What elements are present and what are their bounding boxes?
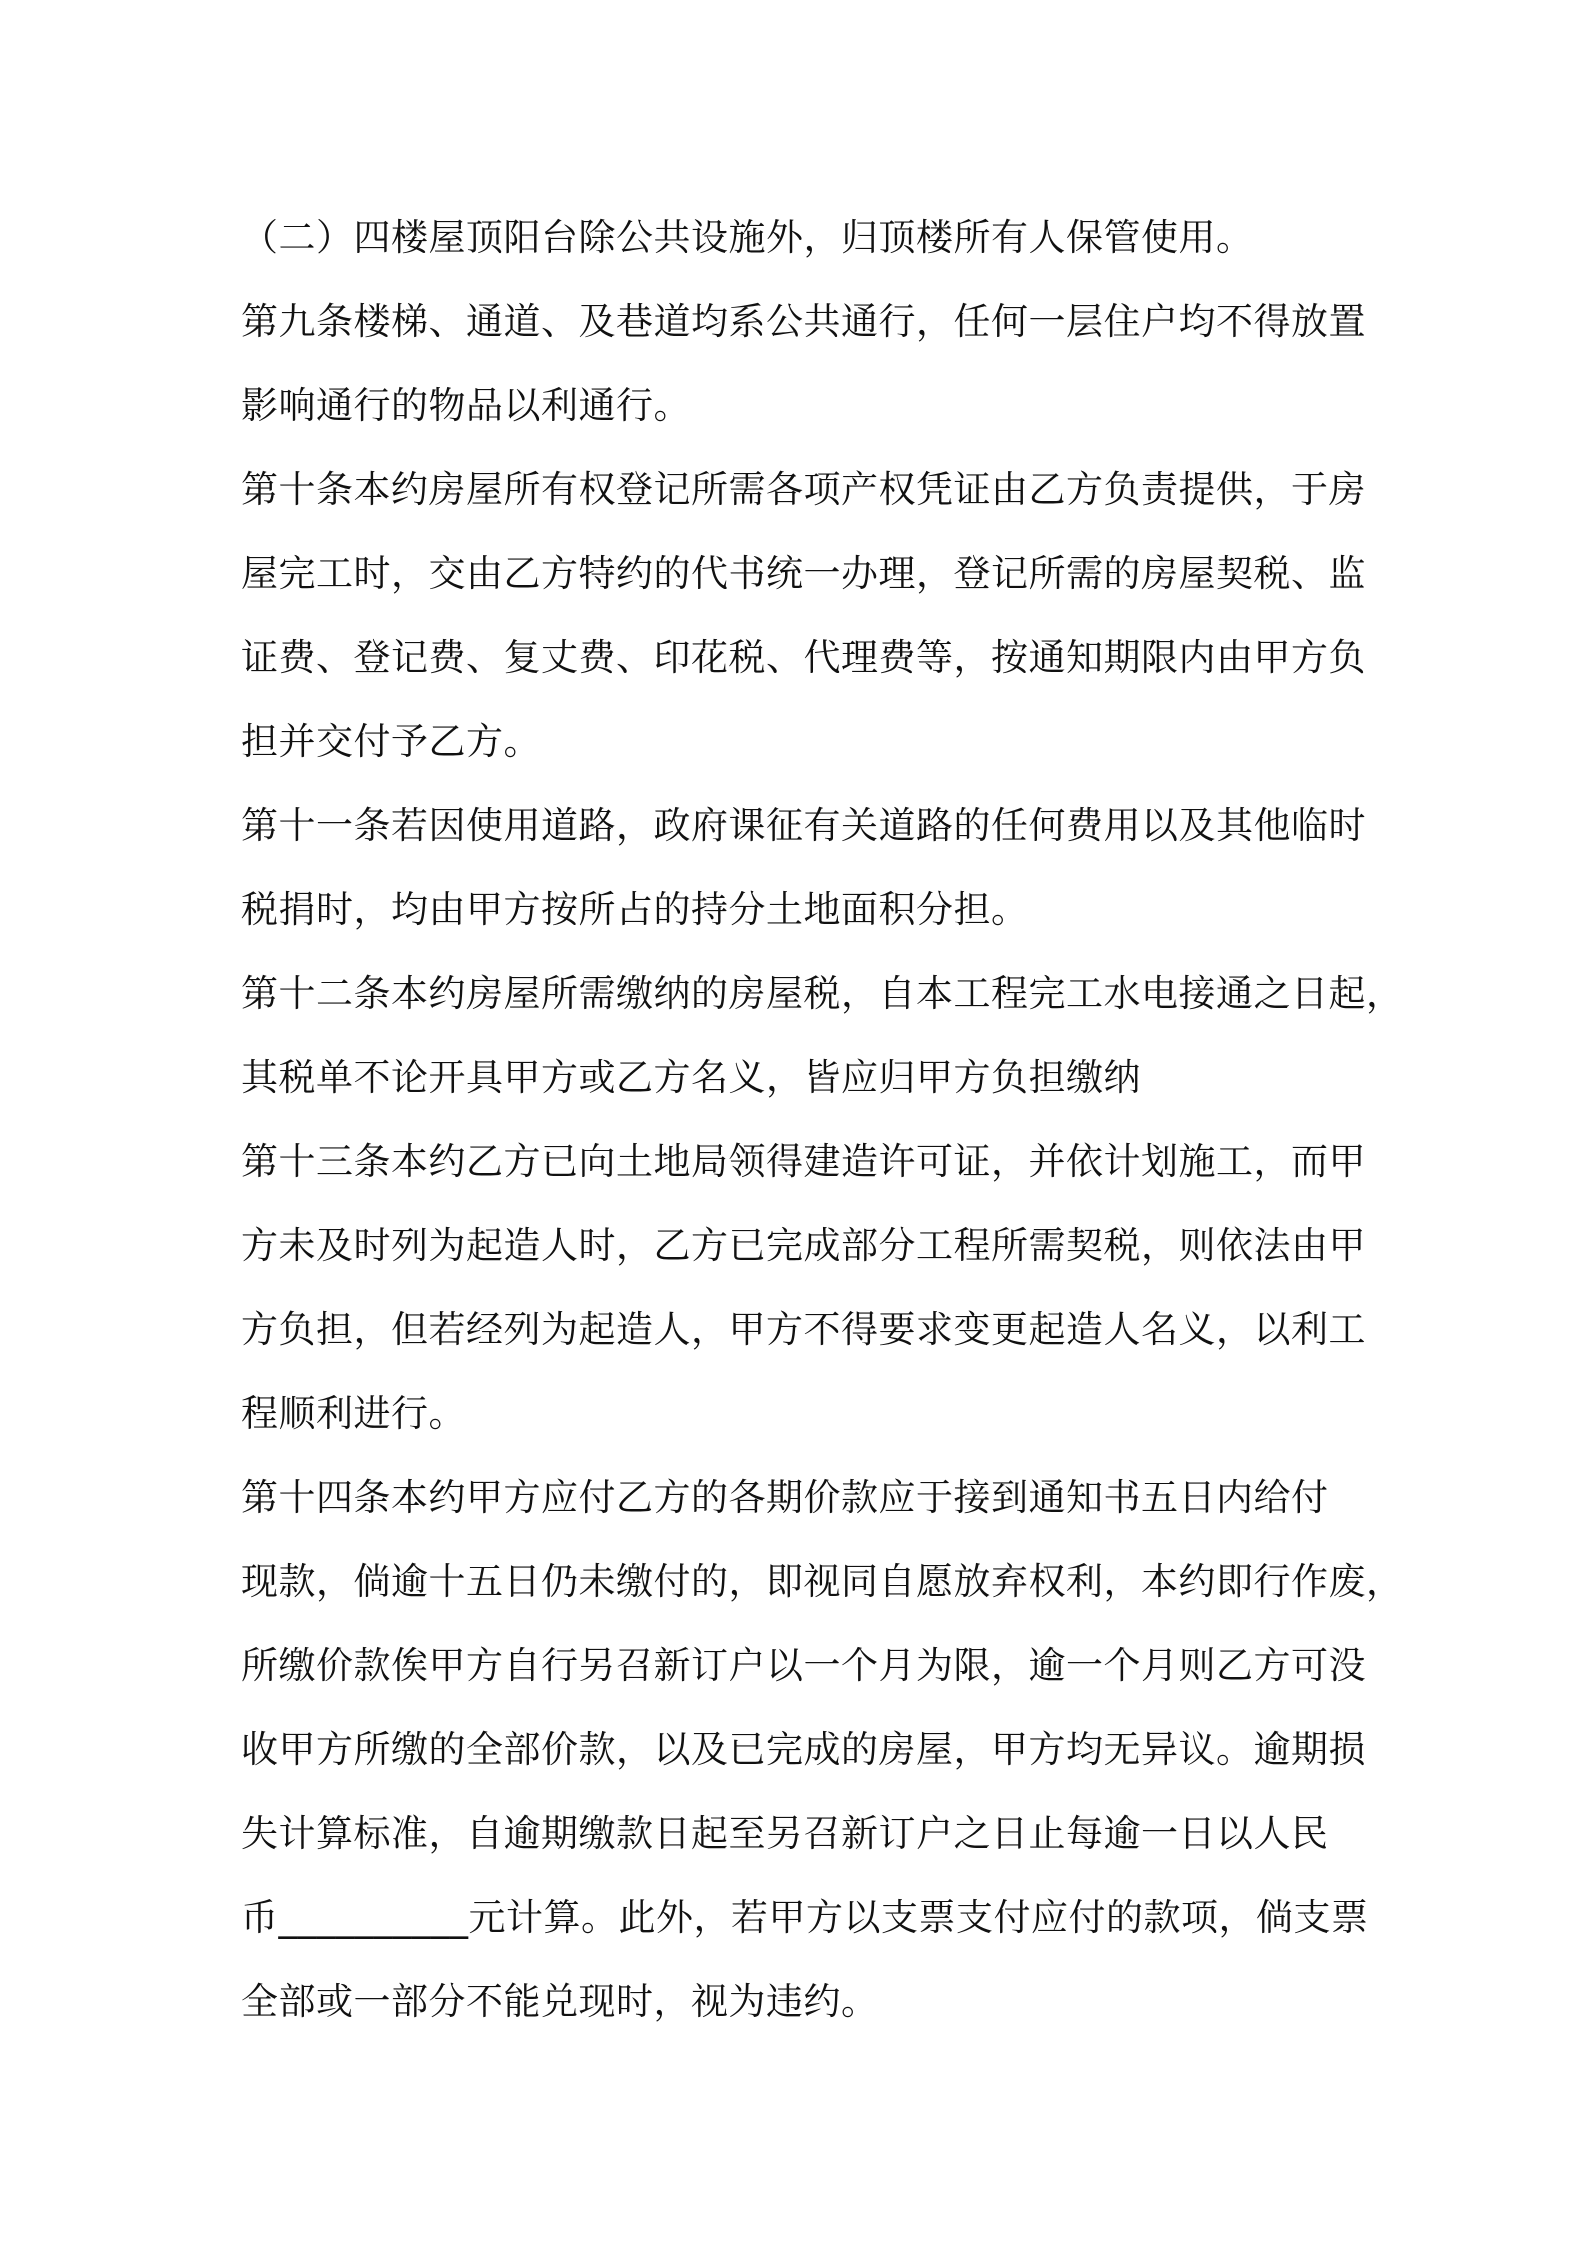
- text-line: 程顺利进行。: [241, 1392, 466, 1435]
- text-line: 屋完工时，交由乙方特约的代书统一办理，登记所需的房屋契税、监: [241, 552, 1366, 595]
- text-line: 第十条本约房屋所有权登记所需各项产权凭证由乙方负责提供，于房: [241, 468, 1366, 511]
- text-line: 其税单不论开具甲方或乙方名义，皆应归甲方负担缴纳: [241, 1056, 1141, 1099]
- text-line: 收甲方所缴的全部价款，以及已完成的房屋，甲方均无异议。逾期损: [241, 1728, 1366, 1771]
- text-line: 方未及时列为起造人时，乙方已完成部分工程所需契税，则依法由甲: [241, 1224, 1366, 1267]
- text-line: 第十四条本约甲方应付乙方的各期价款应于接到通知书五日内给付: [241, 1476, 1329, 1519]
- text-line: 第十三条本约乙方已向土地局领得建造许可证，并依计划施工，而甲: [241, 1140, 1366, 1183]
- text-line: （二）四楼屋顶阳台除公共设施外，归顶楼所有人保管使用。: [241, 216, 1254, 259]
- document-body: [241, 196, 1404, 2044]
- text-line: 影响通行的物品以利通行。: [241, 384, 691, 427]
- text-line: 第十一条若因使用道路，政府课征有关道路的任何费用以及其他临时: [241, 804, 1366, 847]
- text-line: 币__________元计算。此外，若甲方以支票支付应付的款项，倘支票: [241, 1896, 1369, 1939]
- text-line: 证费、登记费、复丈费、印花税、代理费等，按通知期限内由甲方负: [241, 636, 1366, 679]
- text-line: 现款，倘逾十五日仍未缴付的，即视同自愿放弃权利，本约即行作废，: [241, 1560, 1404, 1603]
- text-line: 失计算标准，自逾期缴款日起至另召新订户之日止每逾一日以人民: [241, 1812, 1329, 1855]
- text-line: 所缴价款俟甲方自行另召新订户以一个月为限，逾一个月则乙方可没: [241, 1644, 1366, 1687]
- text-line: 税捐时，均由甲方按所占的持分土地面积分担。: [241, 888, 1029, 931]
- text-line: 全部或一部分不能兑现时，视为违约。: [241, 1980, 879, 2023]
- text-line: 第十二条本约房屋所需缴纳的房屋税，自本工程完工水电接通之日起，: [241, 972, 1404, 1015]
- text-line: 担并交付予乙方。: [241, 720, 541, 763]
- text-line: 方负担，但若经列为起造人，甲方不得要求变更起造人名义，以利工: [241, 1308, 1366, 1351]
- text-line: 第九条楼梯、通道、及巷道均系公共通行，任何一层住户均不得放置: [241, 300, 1366, 343]
